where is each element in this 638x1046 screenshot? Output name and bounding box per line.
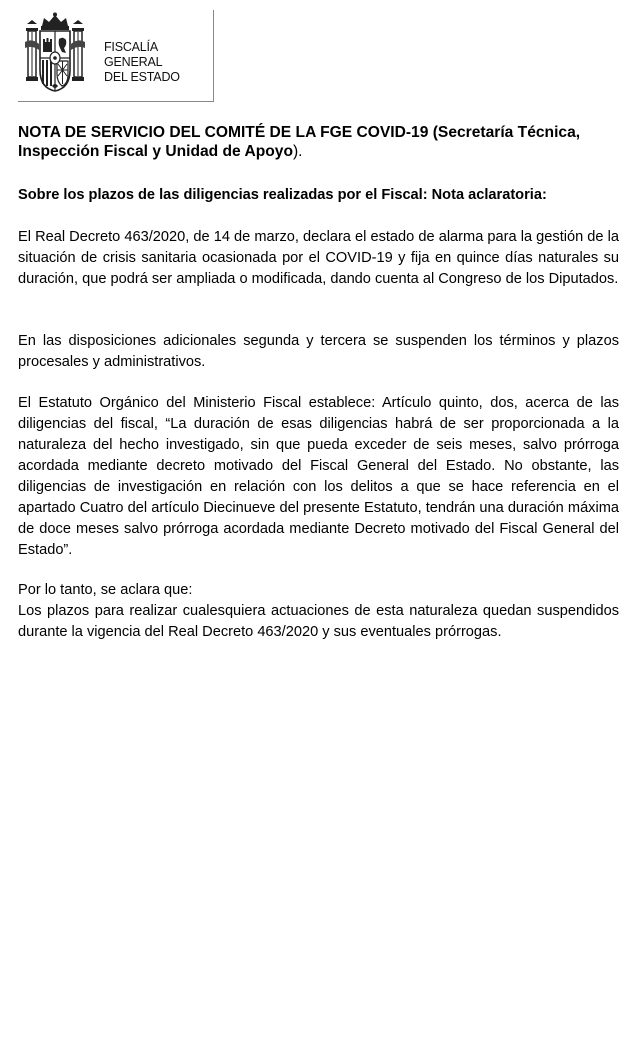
document-subtitle: Sobre los plazos de las diligencias realizadas por el Fiscal: Nota aclaratoria:	[18, 187, 547, 203]
document-title-closing: ).	[292, 143, 303, 160]
paragraph-conclusion: Los plazos para realizar cualesquiera actuaciones de esta naturaleza quedan suspendidos durante la vigencia del Real Decreto 463/2020 y sus eventuales prórrogas.	[18, 603, 619, 640]
document-title-bold: NOTA DE SERVICIO DEL COMITÉ DE LA FGE COVID-19 (Secretaría Técnica, Inspección Fiscal y Unidad de Apoyo	[18, 124, 581, 160]
paragraph-por-lo-tanto: Por lo tanto, se aclara que:	[18, 582, 193, 598]
paragraph-real-decreto: El Real Decreto 463/2020, de 14 de marzo, declara el estado de alarma para la gestión de la situación de crisis sanitaria ocasionada por el COVID-19 y fija en quince días naturales su duración, que podrá ser ampliada o modificada, dando cuenta al Congreso de los Diputados.	[18, 229, 619, 287]
paragraph-disposiciones: En las disposiciones adicionales segunda y tercera se suspenden los términos y plazos procesales y administrativos.	[18, 333, 619, 370]
org-name-line1: FISCALÍA GENERAL	[104, 40, 163, 69]
coat-of-arms-of-spain-icon	[24, 12, 86, 94]
org-name-line2: DEL ESTADO	[104, 70, 180, 84]
organization-name	[104, 40, 213, 85]
paragraph-estatuto: El Estatuto Orgánico del Ministerio Fiscal establece: Artículo quinto, dos, acerca de las diligencias del fiscal, “La duración de esas diligencias habrá de ser proporcionada a la naturaleza del hecho investigado, sin que pueda exceder de seis meses, salvo prórroga acordada mediante decreto motivado del Fiscal General del Estado. No obstante, las diligencias de investigación en relación con los delitos a que se hace referencia en el apartado Cuatro del artículo Diecinueve del presente Estatuto, tendrán una duración máxima de doce meses salvo prórroga acordada mediante Decreto motivado del Fiscal General del Estado”.	[18, 395, 619, 558]
letterhead	[18, 10, 214, 102]
document-title	[18, 123, 618, 161]
